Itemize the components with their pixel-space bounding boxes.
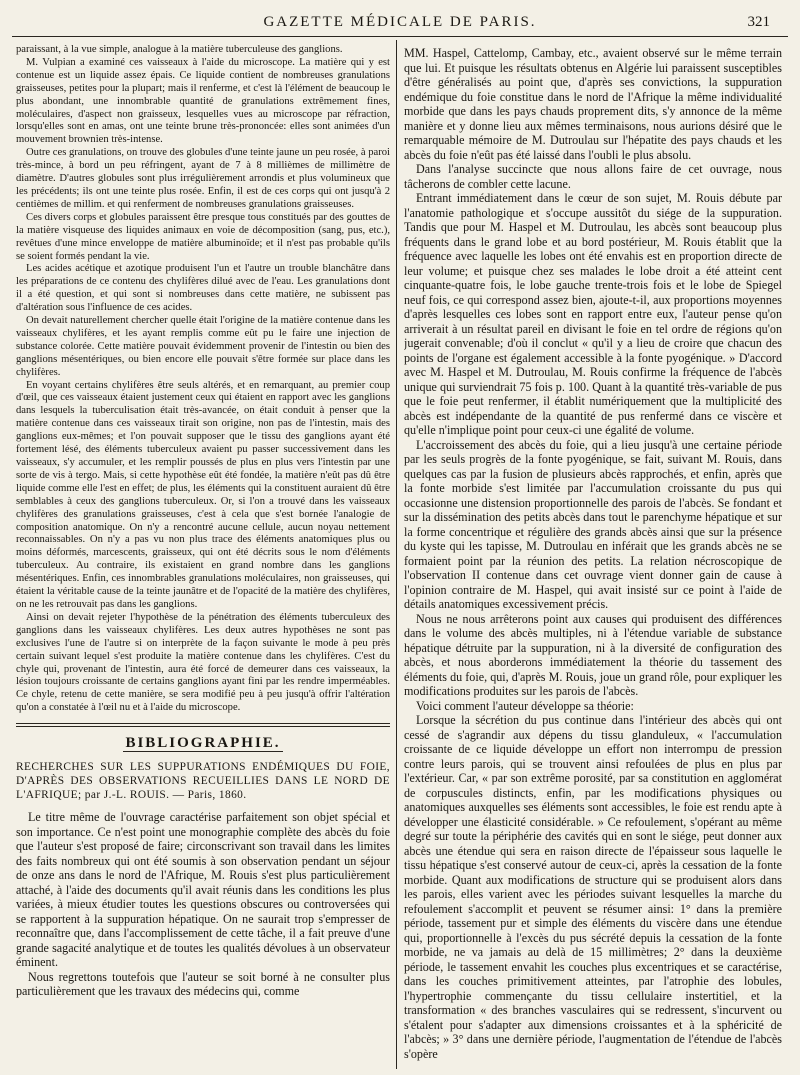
clinical-notes [16, 44, 390, 715]
paragraph: Nous regrettons toutefois que l'auteur se soit borné à ne consulter plus particulièrement que les travaux des médecins qui, comme [16, 969, 390, 999]
bibliography-heading: BIBLIOGRAPHIE. [125, 735, 281, 752]
paragraph: Les acides acétique et azotique produisent l'un et l'autre un trouble blanchâtre dans les préparations de ce contenu des chylifères dilué avec de l'eau. Les granulations dont il a été question, et qui sont si nombreuses dans cette matière, ne subissent pas d'altération sous l'influence de ces acides. [16, 263, 390, 314]
section-rule [16, 723, 390, 724]
paragraph: paraissant, à la vue simple, analogue à la matière tuberculeuse des ganglions. [16, 44, 343, 55]
paragraph: En voyant certains chylifères être seuls altérés, et en remarquant, au premier coup d'œil, que ces vaisseaux étaient justement ceux qui étaient en rapport avec les ganglions dans lesquels la tuberculisation était très-avancée, on était conduit à penser que la matière contenue dans ces vaisseaux tirait son origine, non pas de l'intestin, mais des ganglions eux-mêmes; et l'on pouvait supposer que le tissu des ganglions ayant été fortement lésé, des éléments tuberculeux avaient pu passer successivement dans les vaisseaux, s'y accumuler, et les remplir poussés de plus en plus vers l'intestin par une sorte de vis à tergo. Mais, si cette hypothèse eût été fondée, la matière n'eût pas dû être liquide comme elle l'est en effet; de plus, les éléments qui la constituent auraient dû être semblables à ceux des ganglions tuberculeux. Or, si l'on a trouvé dans les vaisseaux chylifères des granulations graisseuses, c'est à cela que s'est bornée l'analogie de composition anatomique. On n'y a rencontré aucune cellule, aucun noyau nettement reconnaissables. On n'y a pas vu non plus trace des éléments anatomiques plus ou moins déformés, marcescents, graisseux, qui ont été décrits sous le nom d'éléments tuberculeux. Au contraire, ils existaient en grand nombre dans les ganglions mésentériques. Enfin, ces innombrables granulations moléculaires, non graisseuses, qui étaient la véritable cause de la teinte jaunâtre et de l'opacité de la matière des chylifères, on ne les retrouvait pas dans les ganglions. [16, 379, 390, 610]
journal-title: GAZETTE MÉDICALE DE PARIS. [263, 14, 537, 30]
paragraph: Outre ces granulations, on trouve des globules d'une teinte jaune un peu rosée, à paroi très-mince, à bord un peu réfringent, ayant de 7 à 8 millièmes de millimètre de diamètre. D'autres globules sont plus irrégulièrement arrondis et plus volumineux que les précédents; ils ont une teinte plus rosée. Enfin, il est de ces corps qui ont jusqu'à 2 centièmes de millim. et qui renferment de nombreuses granulations graisseuses. [16, 147, 390, 210]
page-header [12, 6, 788, 37]
paragraph: Ainsi on devait rejeter l'hypothèse de la pénétration des éléments tuberculeux des ganglions dans les vaisseaux chylifères. Les deux autres hypothèses ne sont pas exclusives l'une de l'autre si on interprète de la façon suivante le mode à peu près certain suivant lequel s'est produite la matière contenue dans les chylifères. C'est du chyle qui, provenant de l'intestin, aura été forcé de demeurer dans ces vaisseaux, la lésion toujours croissante de certains ganglions ayant fini par les rendre imperméables. Ce chyle, retenu de cette manière, se sera modifié peu à peu jusqu'à offrir l'altération qu'on a constatée à l'œil nu et à l'aide du microscope. [16, 611, 390, 714]
paragraph: Ces divers corps et globules paraissent être presque tous constitués par des gouttes de la matière visqueuse des liquides animaux en voie de décomposition (sang, pus, etc.), revêtues d'une mince enveloppe de matière albuminoïde; et il n'est pas probable qu'ils se soient formés pendant la vie. [16, 211, 390, 262]
left-column [16, 44, 390, 1073]
paragraph: Lorsque la sécrétion du pus continue dans l'intérieur des abcès qui ont cessé de s'agrandir aux dépens du tissu glanduleux, « l'accumulation croissante de ce liquide développe un effort non interrompu de pression contre leurs parois, qui se trouvent ainsi refoulées de plus en plus par l'extérieur. Car, « par son extrême porosité, par sa constitution en agglomérat de corpuscules distincts, enfin, par les modifications physiques ou anatomiques auxquelles ses éléments sont accessibles, le foie est rendu apte à développer une élasticité considérable. » Ce refoulement, s'opérant au même degré sur toute la périphérie des cavités qui en sont le siége, peut donner aux abcès une étendue qui sera en raison directe de l'épaisseur sous laquelle le tissu hépatique s'est conservé autour de ceux-ci, après la cessation de la fonte morbide. Quant aux modifications de structure qui se produisent alors dans les parois, elles varient avec les périodes suivant lesquelles la marche du refoulement s'accomplit et peuvent se résumer ainsi: 1° dans la première période, tassement pur et simple des éléments du viscère dans une étendue qui, proportionnelle à l'excès du pus sécrété depuis la cessation de la fonte morbide, ne va jamais au delà de 15 millimètres; 2° dans la deuxième période, le tassement envahit les couches plus excentriques et se caractérise, dans les couches primitivement atteintes, par l'atrophie des lobules, l'hypertrophie commençante du tissu cellulaire instertitiel, et la transformation « des branches vasculaires qui se redressent, s'incurvent ou s'étalent pour s'adapter aux dimensions croissantes et à la sphéricité de l'abcès; » 3° dans une dernière période, l'augmentation de l'étendue de l'abcès s'opère [404, 713, 782, 1061]
right-column [404, 46, 782, 1073]
paragraph: Nous ne nous arrêterons point aux causes qui produisent des différences dans le volume des abcès multiples, ni à l'étendue variable de substance hépatique détruite par la suppuration, ni à la diversité de configuration des abcès, et nous aborderons immédiatement la théorie du tassement des éléments du foie, qui, d'après M. Rouis, joue un grand rôle, pour expliquer les modifications produites sur les parois de l'abcès. [404, 611, 782, 698]
section-rule [16, 726, 390, 727]
paragraph: Dans l'analyse succincte que nous allons faire de cet ouvrage, nous tâcherons de combler cette lacune. [404, 162, 782, 191]
column-divider [396, 40, 397, 1069]
paragraph: On devait naturellement chercher quelle était l'origine de la matière contenue dans les vaisseaux chylifères, et les ayant remplis comme eût pu le faire une injection de substance colorée. Cette matière pouvait évidemment provenir de l'intestin ou bien des ganglions mésentériques, ou bien encore elle pouvait s'être formée sur place dans les chylifères. [16, 315, 390, 378]
paragraph: L'accroissement des abcès du foie, qui a lieu jusqu'à une certaine période par les seuls progrès de la fonte pyogénique, se fait, suivant M. Rouis, dans quelques cas par la fusion de plusieurs abcès rapprochés, et enfin, après que la fonte morbide s'est limitée par l'accumulation croissante du pus qui occasionne une distension proportionnelle des parois de l'abcès. Se fondant et sur la dissémination des petits abcès dans tout le parenchyme hépatique et sur la forme concentrique et régulière des grands abcès ainsi que sur la présence du kyste qui les tapisse, M. Dutroulau en inférait que les grands abcès ne se formaient point par la réunion des petits. La relation nécroscopique de l'observation II contenue dans cet ouvrage vient donner gain de cause à l'opinion contraire de M. Haspel, qui avait insisté sur ce point à l'aide de détails anatomiques excessivement précis. [404, 437, 782, 611]
paragraph: MM. Haspel, Cattelomp, Cambay, etc., avaient observé sur le même terrain que lui. Et puisque les résultats obtenus en Algérie lui paraissent susceptibles d'être généralisés au point que, d'après ses convictions, la suppuration endémique du foie constitue dans le nord de l'Afrique la même individualité morbide que dans les pays chauds proprement dits, s'y annonce de la même manière et y donne lieu aux mêmes terminaisons, nous aurions désiré que le remarquable mémoire de M. Dutroulau sur l'hépatite des pays chauds et les abcès du foie n'eût pas été laissé dans l'oubli le plus absolu. [404, 46, 782, 162]
paragraph: Entrant immédiatement dans le cœur de son sujet, M. Rouis débute par l'anatomie pathologique et s'occupe aussitôt du siége de la suppuration. Tandis que pour M. Haspel et M. Dutroulau, les abcès sont beaucoup plus fréquents dans le grand lobe et au bord postérieur, M. Rouis établit que la fréquence avec laquelle les lobes ont été envahis est en proportion directe de leur volume; et puisque chez ses malades le lobe droit a été atteint cent cinquante-quatre fois, le lobe gauche trente-trois fois et le lobe de Spiegel neuf fois, ce qui correspond assez bien, ajoute-t-il, aux proportions moyennes d'après lesquelles ces lobes sont en rapport entre eux, l'auteur pense qu'on arriverait à un résultat pareil en divisant le foie en tel ordre de régions qu'on jugerait convenable; d'où il conclut « qu'il y a lieu de croire que chacun des points de l'organe est également accessible à la fonte pyogénique. » D'accord avec M. Haspel et M. Dutroulau, M. Rouis confirme la fréquence de l'abcès unique qui surviendrait 75 fois p. 100. Quant à la quantité très-variable de pus que le foie peut renfermer, il établit numériquement que la multiplicité des abcès est indépendante de la quantité de pus renfermé dans ce viscère et qu'elle n'implique point pour ceux-ci une égalité de volume. [404, 191, 782, 437]
page-number: 321 [747, 14, 770, 30]
paragraph: Voici comment l'auteur développe sa théorie: [416, 698, 634, 713]
paragraph: Le titre même de l'ouvrage caractérise parfaitement son objet spécial et son importance. Ce n'est point une monographie complète des abcès du foie que l'auteur s'est proposé de faire; circonscrivant son travail dans les limites des faits nombreux qui ont été soumis à son observation pendant un séjour de onze ans dans le nord de l'Afrique, M. Rouis s'est plus particulièrement attaché, à l'aide des documents qu'il avait réunis dans les conditions les plus variées, à mieux étudier toutes les questions obscures ou controversées qui se rapportent à la suppuration hépatique. On ne saurait trop s'empresser de reconnaître que, dans l'accomplissement de cette tâche, il a fait preuve d'une grande sagacité analytique et de toutes les qualités dévolues à un observateur éminent. [16, 810, 390, 970]
paragraph: M. Vulpian a examiné ces vaisseaux à l'aide du microscope. La matière qui y est contenue est un liquide assez épais. Ce liquide contient de nombreuses granulations graisseuses, petites pour la plupart; mais il renferme, et c'est là l'élément de beaucoup le plus abondant, une innombrable quantité de granulations extrêmement fines, moléculaires, d'aspect non graisseux, lesquelles vues au microscope par réfraction, lorsqu'elles sont en amas, ont une teinte brune très-prononcée: elles sont animées d'un mouvement brownien très-intense. [16, 56, 390, 146]
review-body [16, 810, 390, 999]
reviewed-work-title: RECHERCHES SUR LES SUPPURATIONS ENDÉMIQUES DU FOIE, D'APRÈS DES OBSERVATIONS RECUEILLIES DANS LE NORD DE L'AFRIQUE; par J.-L. ROUIS. — Paris, 1860. [16, 761, 390, 802]
